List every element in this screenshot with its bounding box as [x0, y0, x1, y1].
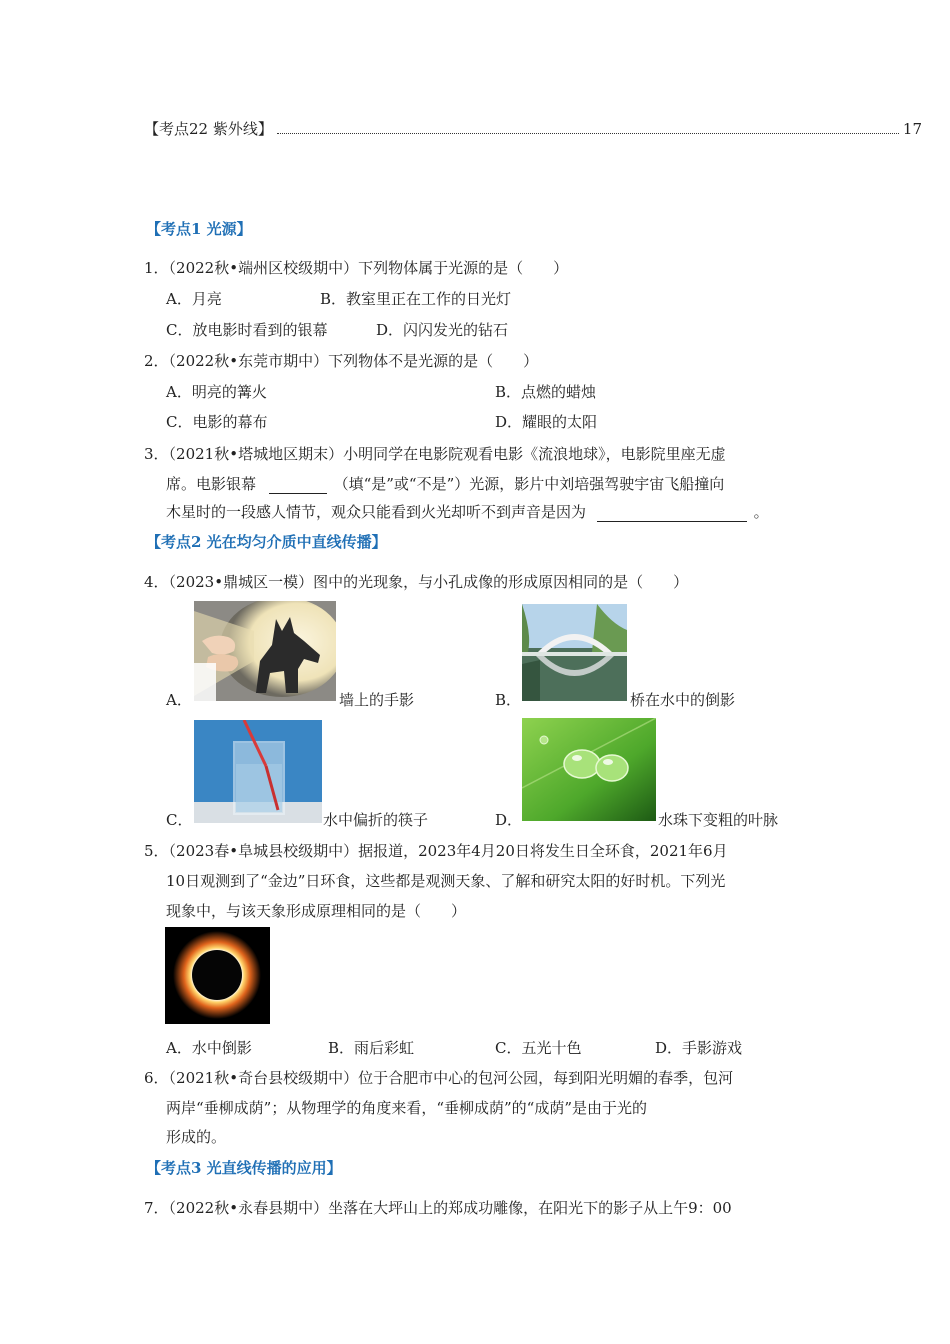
q5-option-d: D．手影游戏 [655, 1039, 743, 1057]
q2-option-c: C．电影的幕布 [166, 413, 268, 431]
q1-option-b: B．教室里正在工作的日光灯 [320, 290, 512, 308]
question-3-line-2 [166, 474, 724, 494]
toc-leader [277, 132, 899, 134]
q3-blank-2[interactable] [597, 505, 747, 522]
question-6-line-2: 两岸“垂柳成荫”；从物理学的角度来看，“垂柳成荫”的“成荫”是由于光的 [166, 1099, 648, 1117]
q2-option-d: D．耀眼的太阳 [495, 413, 598, 431]
question-3-line-1: 3．（2021秋•塔城地区期末）小明同学在电影院观看电影《流浪地球》，电影院里座无虚 [144, 445, 726, 463]
question-3-line-3 [166, 502, 769, 522]
bridge-reflection-image [522, 604, 627, 701]
question-7-line-1: 7．（2022秋•永春县期中）坐落在大坪山上的郑成功雕像，在阳光下的影子从上午9：00 [144, 1199, 732, 1217]
hand-shadow-image [194, 601, 336, 701]
question-4-stem: 4．（2023•鼎城区一模）图中的光现象，与小孔成像的形成原因相同的是（ ） [144, 573, 689, 591]
question-6-line-3: 形成的。 [166, 1128, 227, 1146]
q5-option-a: A．水中倒影 [166, 1039, 252, 1057]
q5-option-b: B．雨后彩虹 [328, 1039, 415, 1057]
toc-entry[interactable] [144, 118, 922, 139]
q2-option-b: B．点燃的蜡烛 [495, 383, 597, 401]
q4-option-c-letter: C． [166, 811, 193, 829]
question-6-line-1: 6．（2021秋•奇台县校级期中）位于合肥市中心的包河公园，每到阳光明媚的春季，包河 [144, 1069, 734, 1087]
question-5-line-3: 现象中，与该天象形成原理相同的是（ ） [166, 902, 467, 920]
section-title-1: 【考点1 光源】 [146, 220, 252, 238]
q3-line3-end: 。 [753, 503, 769, 521]
question-2-stem: 2．（2022秋•东莞市期中）下列物体不是光源的是（ ） [144, 352, 539, 370]
q2-option-a: A．明亮的篝火 [166, 383, 267, 401]
bent-chopstick-image [194, 720, 322, 823]
question-5-line-2: 10日观测到了“金边”日环食，这些都是观测天象、了解和研究太阳的好时机。下列光 [166, 872, 726, 890]
q4-option-d-text: 水珠下变粗的叶脉 [658, 811, 779, 829]
toc-page: 17 [902, 120, 922, 138]
q3-line2-start: 席。电影银幕 [166, 475, 257, 493]
q4-option-c-text: 水中偏折的筷子 [323, 811, 429, 829]
toc-label: 【考点22 紫外线】 [144, 120, 273, 138]
q4-option-b-letter: B． [495, 691, 522, 709]
q1-option-c: C．放电影时看到的银幕 [166, 321, 328, 339]
solar-eclipse-image [165, 927, 270, 1024]
q4-option-b-text: 桥在水中的倒影 [630, 691, 736, 709]
q4-option-a-letter: A． [166, 691, 192, 709]
question-5-line-1: 5．（2023春•阜城县校级期中）据报道，2023年4月20日将发生日全环食，2021年6月 [144, 842, 728, 860]
q5-option-c: C．五光十色 [495, 1039, 582, 1057]
q3-line2-end: （填“是”或“不是”）光源，影片中刘培强驾驶宇宙飞船撞向 [333, 475, 725, 493]
q1-option-a: A．月亮 [166, 290, 222, 308]
section-title-3: 【考点3 光直线传播的应用】 [146, 1159, 342, 1177]
q4-option-d-letter: D． [495, 811, 523, 829]
q1-option-d: D．闪闪发光的钻石 [376, 321, 509, 339]
question-1-stem: 1．（2022秋•端州区校级期中）下列物体属于光源的是（ ） [144, 259, 569, 277]
leaf-water-drop-image [522, 718, 656, 821]
q3-line3-start: 木星时的一段感人情节，观众只能看到火光却听不到声音是因为 [166, 503, 587, 521]
q3-blank-1[interactable] [269, 477, 327, 494]
q4-option-a-text: 墙上的手影 [339, 691, 415, 709]
section-title-2: 【考点2 光在均匀介质中直线传播】 [146, 533, 387, 551]
